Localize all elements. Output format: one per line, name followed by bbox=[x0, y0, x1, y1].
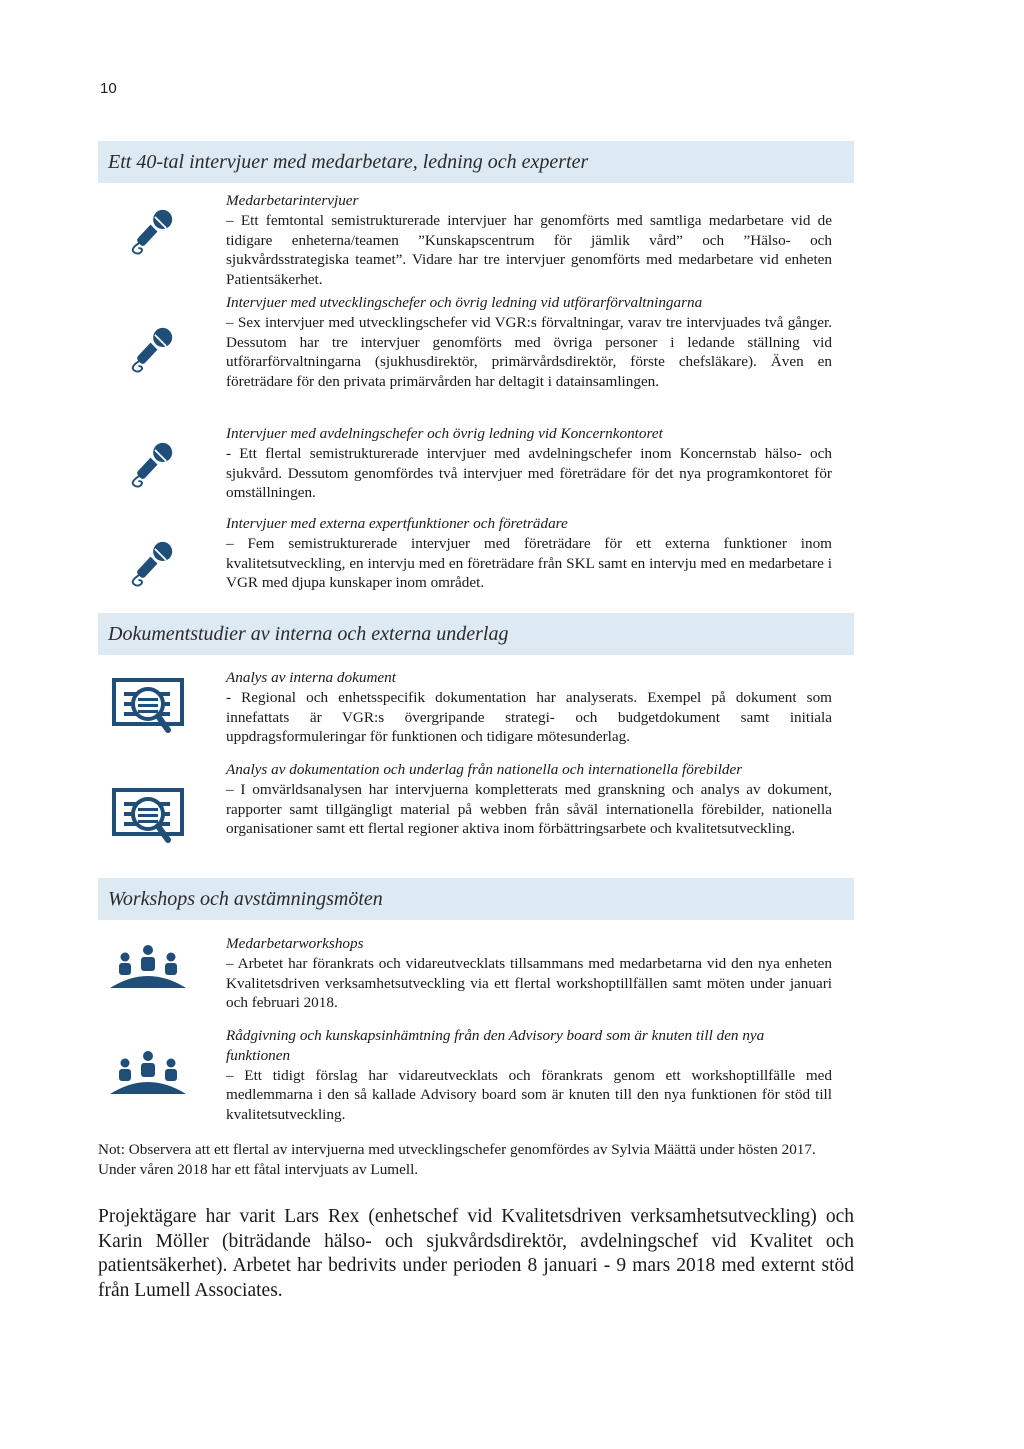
item-body: – I omvärldsanalysen har intervjuerna kompletterats med granskning och analys av dokument, rapporter samt tillgängligt material på webben från såväl internationella förebilder, nationella organisationer samt ett flertal regioner aktiva inom förbättringsarbete och kvalitetsutveckling. bbox=[226, 780, 832, 838]
item-subtitle: Medarbetarworkshops bbox=[226, 935, 364, 952]
page-number: 10 bbox=[100, 80, 117, 97]
closing-paragraph: Projektägare har varit Lars Rex (enhetschef vid Kvalitetsdriven verksamhetsutveckling) och Karin Möller (biträdande hälso- och sjukvårdsdirektör, avdelningschef vid Kvalitet och patientsäkerhet). Arbetet har bedrivits under perioden 8 januari - 9 mars 2018 med externt stöd från Lumell Associates. bbox=[98, 1206, 854, 1301]
item-subtitle: Analys av interna dokument bbox=[226, 669, 396, 686]
item-body: – Ett femtontal semistrukturerade intervjuer har genomförts med samtliga medarbetare vid de tidigare enheterna/teamen ”Kunskapscentrum för jämlik vård” och ”Hälso- och sjukvårdsstrategiska teamet”. Vidare har tre intervjuer genomförts med medarbetare vid enheten Patientsäkerhet. bbox=[226, 211, 832, 289]
item-subtitle: Intervjuer med utvecklingschefer och övrig ledning vid utförarförvaltningarna bbox=[226, 294, 703, 311]
meeting-icon bbox=[108, 1050, 188, 1100]
workshop-item-employees bbox=[226, 934, 832, 1013]
document-item-internal bbox=[226, 668, 832, 747]
section-title-workshops: Workshops och avstämningsmöten bbox=[98, 878, 854, 920]
item-body: – Sex intervjuer med utvecklingschefer vid VGR:s förvaltningar, varav tre intervjuades två gånger. Dessutom har tre intervjuer genomförts med övriga personer i ledande ställning vid utförarförvaltningarna (sjukhusdirektör, primärvårdsdirektör, förste chefsläkare). Även en företrädare för den privata primärvården har deltagit i datainsamlingen. bbox=[226, 313, 832, 391]
document-search-icon bbox=[110, 782, 190, 852]
section-title-interviews: Ett 40-tal intervjuer med medarbetare, ledning och experter bbox=[98, 141, 854, 183]
document-search-icon bbox=[110, 672, 190, 742]
item-subtitle: Analys av dokumentation och underlag från nationella och internationella förebilder bbox=[226, 761, 743, 778]
workshop-item-advisory-board bbox=[226, 1026, 832, 1125]
microphone-icon bbox=[128, 433, 180, 491]
item-body: - Ett flertal semistrukturerade intervjuer med avdelningschefer inom Koncernstab hälso- och sjukvård. Dessutom genomfördes två intervjuer med företrädare för det nya programkontoret för omställningen. bbox=[226, 444, 832, 502]
microphone-icon bbox=[128, 200, 180, 258]
interview-item-employees bbox=[226, 191, 832, 290]
interview-item-department-heads bbox=[226, 424, 832, 503]
item-body: – Fem semistrukturerade intervjuer med företrädare för ett externa funktioner inom kvalitetsutveckling, en intervju med en företrädare från SKL samt en intervju med en medarbetare i VGR med djupa kunskaper inom området. bbox=[226, 534, 832, 592]
item-body: – Ett tidigt förslag har vidareutvecklats och förankrats genom ett workshoptillfälle med medlemmarna i den så kallade Advisory board som är knuten till den nya funktionen för stöd till kvalitetsutveckling. bbox=[226, 1066, 832, 1124]
interview-item-external-experts bbox=[226, 514, 832, 593]
item-subtitle: Rådgivning och kunskapsinhämtning från den Advisory board som är knuten till den nya funktionen bbox=[226, 1027, 765, 1064]
item-subtitle: Intervjuer med externa expertfunktioner och företrädare bbox=[226, 515, 568, 532]
microphone-icon bbox=[128, 318, 180, 376]
section-title-documents: Dokumentstudier av interna och externa underlag bbox=[98, 613, 854, 655]
footnote: Not: Observera att ett flertal av intervjuerna med utvecklingschefer genomfördes av Sylvia Määttä under hösten 2017. Under våren 2018 har ett fåtal intervjuats av Lumell. bbox=[98, 1141, 816, 1178]
item-subtitle: Medarbetarintervjuer bbox=[226, 192, 359, 209]
interview-item-development-managers bbox=[226, 293, 832, 392]
microphone-icon bbox=[128, 532, 180, 590]
item-body: - Regional och enhetsspecifik dokumentation har analyserats. Exempel på dokument som innefattats är VGR:s övergripande strategi- och budgetdokument samt initiala uppdragsformuleringar för funktionen och tidigare mötesunderlag. bbox=[226, 688, 832, 746]
item-subtitle: Intervjuer med avdelningschefer och övrig ledning vid Koncernkontoret bbox=[226, 425, 663, 442]
item-body: – Arbetet har förankrats och vidareutvecklats tillsammans med medarbetarna vid den nya enheten Kvalitetsdriven verksamhetsutveckling via ett flertal workshoptillfällen samt möten under januari och februari 2018. bbox=[226, 954, 832, 1012]
meeting-icon bbox=[108, 944, 188, 994]
document-item-external bbox=[226, 760, 832, 839]
